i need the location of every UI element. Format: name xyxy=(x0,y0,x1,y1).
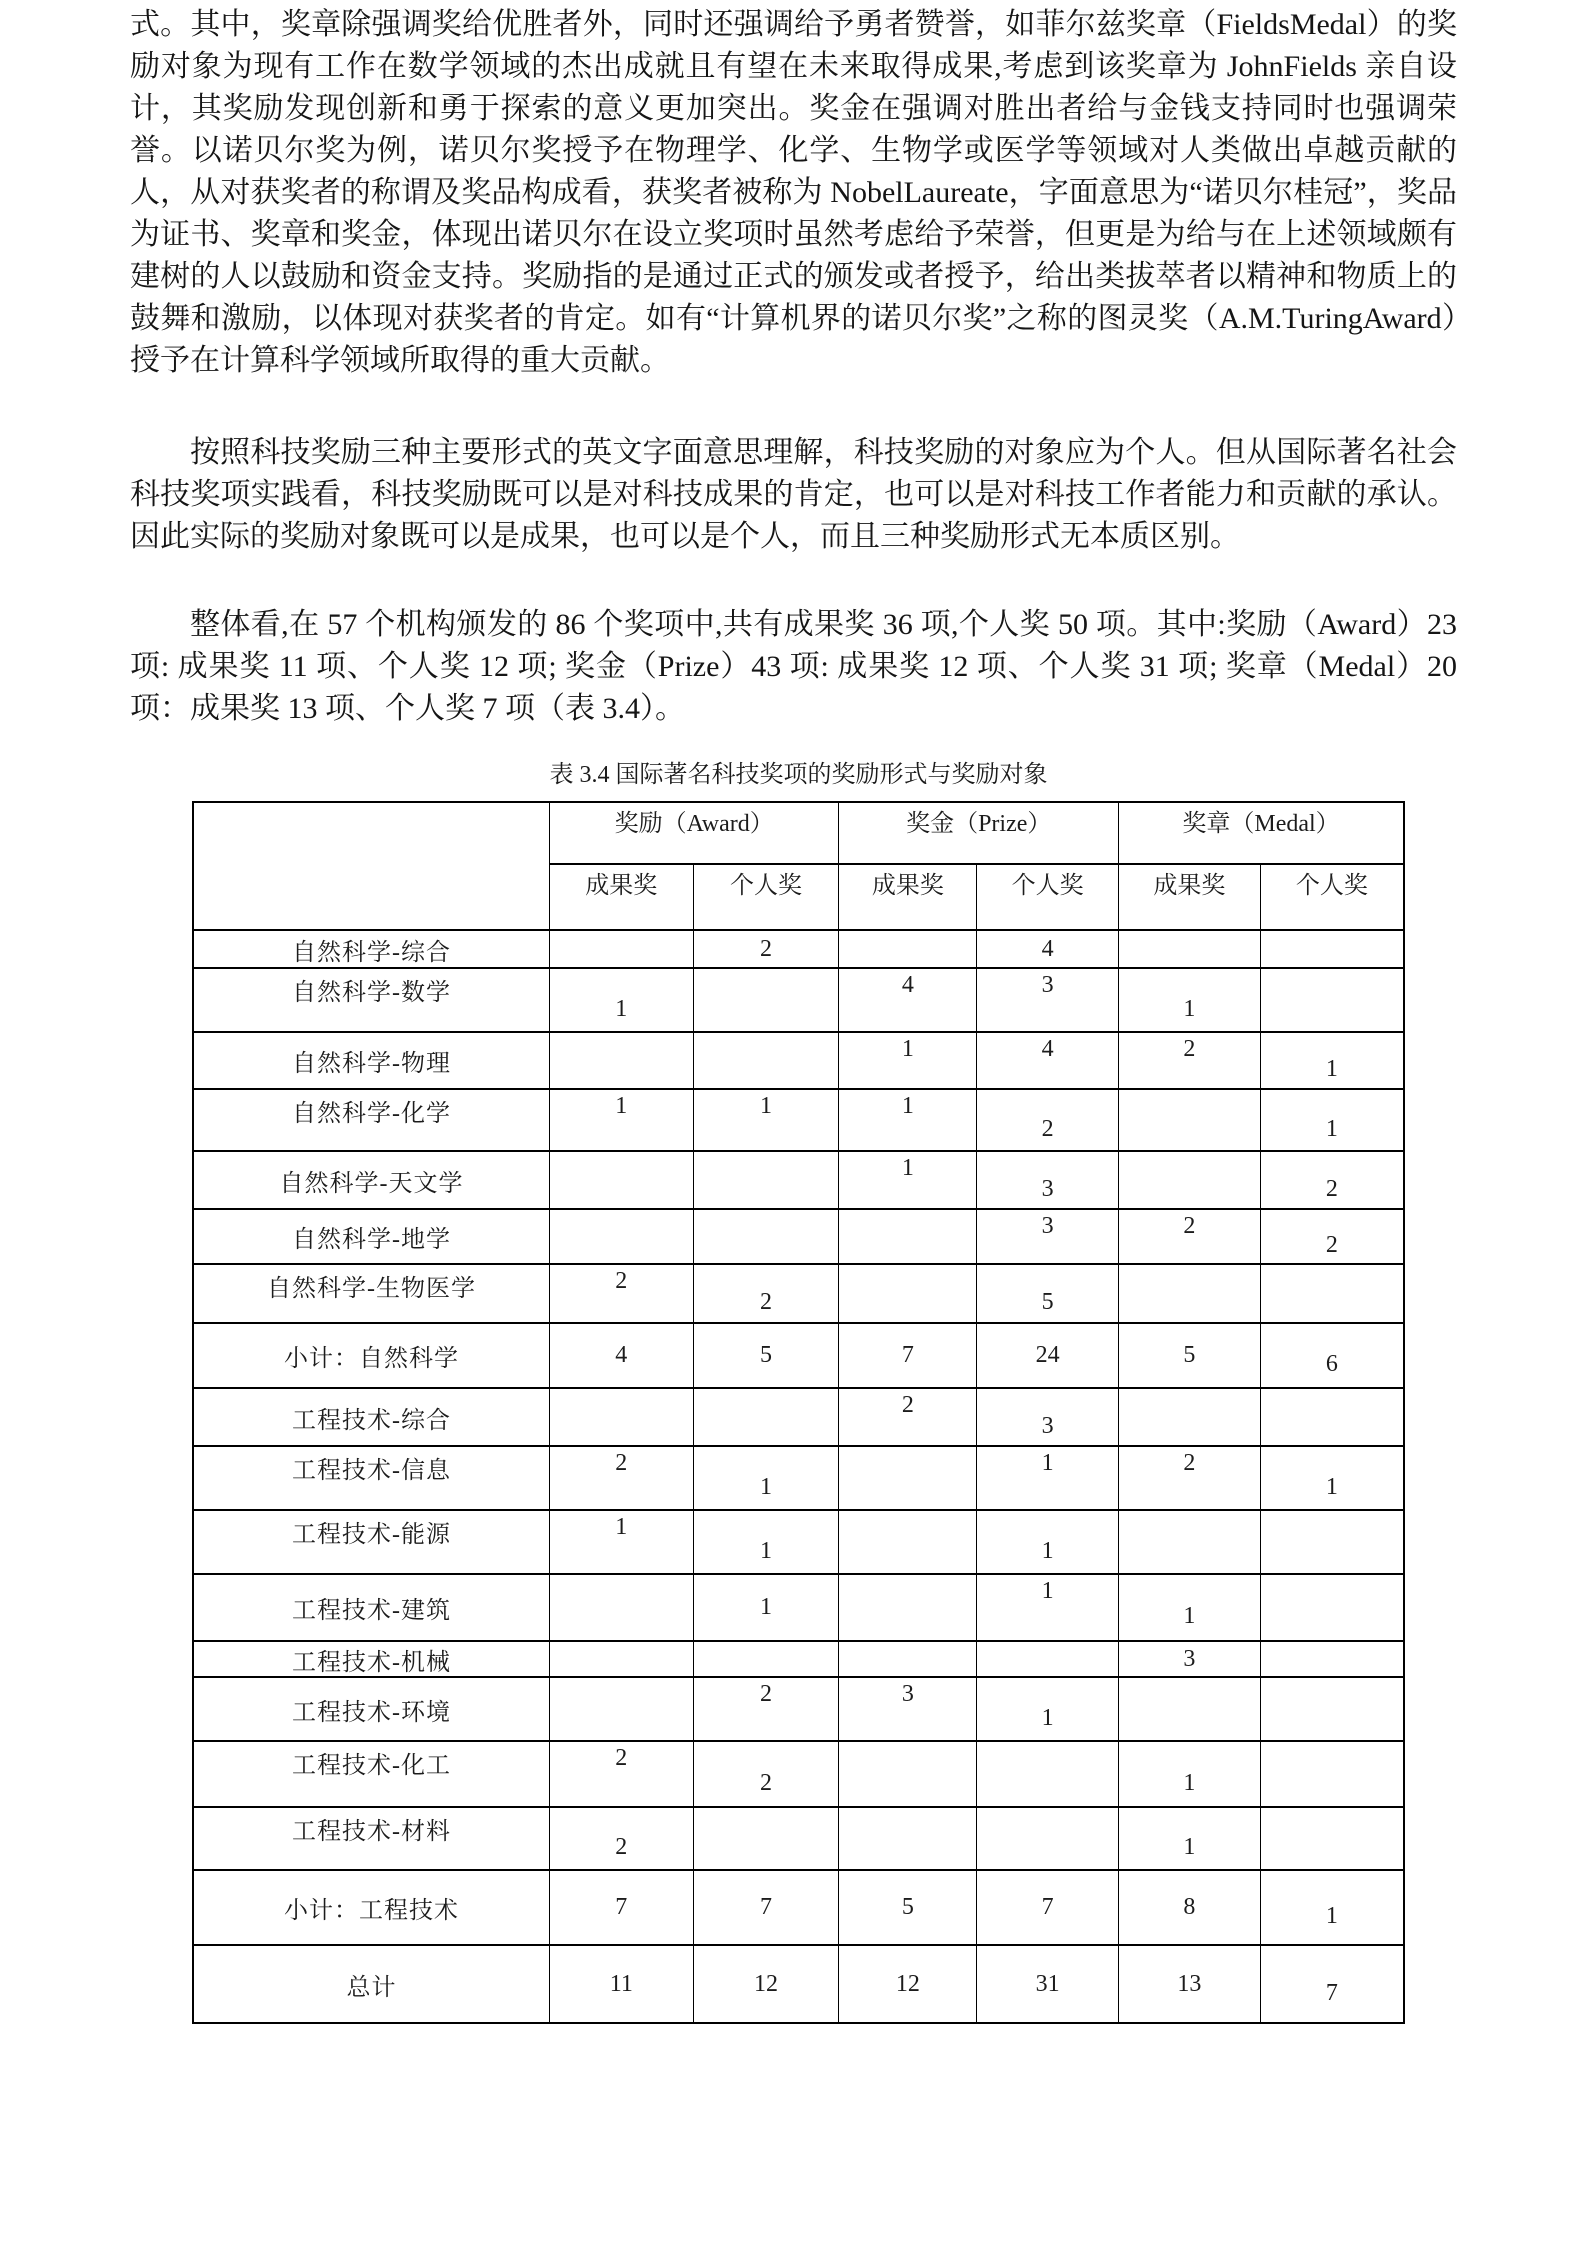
value-cell: 5 xyxy=(977,1264,1119,1323)
value-cell: 2 xyxy=(839,1388,977,1446)
value-cell xyxy=(693,1151,839,1209)
value-cell xyxy=(1260,1641,1404,1677)
value-cell xyxy=(1119,1151,1261,1209)
value-cell xyxy=(839,930,977,968)
corner-cell xyxy=(193,802,549,930)
value-cell: 1 xyxy=(839,1151,977,1209)
value-cell: 2 xyxy=(549,1264,693,1323)
row-label-cell: 工程技术-能源 xyxy=(193,1510,549,1574)
value-cell: 1 xyxy=(1119,1574,1261,1641)
value-cell xyxy=(1260,1741,1404,1807)
value-cell: 1 xyxy=(549,968,693,1032)
value-cell: 1 xyxy=(549,1510,693,1574)
sub-header-award-achievement: 成果奖 xyxy=(549,864,693,930)
table-row xyxy=(193,1388,1404,1446)
table-row xyxy=(193,930,1404,968)
value-cell: 1 xyxy=(839,1032,977,1089)
row-label-cell: 工程技术-材料 xyxy=(193,1807,549,1870)
value-cell: 2 xyxy=(693,1264,839,1323)
value-cell: 4 xyxy=(549,1323,693,1388)
value-cell xyxy=(693,1388,839,1446)
value-cell: 5 xyxy=(693,1323,839,1388)
value-cell xyxy=(977,1741,1119,1807)
value-cell: 1 xyxy=(839,1089,977,1151)
sub-header-medal-achievement: 成果奖 xyxy=(1119,864,1261,930)
value-cell xyxy=(1119,1264,1261,1323)
row-label-cell: 工程技术-综合 xyxy=(193,1388,549,1446)
value-cell: 1 xyxy=(693,1446,839,1510)
value-cell: 2 xyxy=(977,1089,1119,1151)
value-cell xyxy=(977,1641,1119,1677)
table-row xyxy=(193,1209,1404,1264)
row-label-cell: 自然科学-地学 xyxy=(193,1209,549,1264)
value-cell xyxy=(549,1677,693,1741)
value-cell: 24 xyxy=(977,1323,1119,1388)
row-label-cell: 工程技术-信息 xyxy=(193,1446,549,1510)
value-cell xyxy=(549,1574,693,1641)
value-cell xyxy=(549,1641,693,1677)
group-header-prize: 奖金（Prize） xyxy=(839,802,1119,864)
value-cell: 3 xyxy=(839,1677,977,1741)
value-cell xyxy=(1260,1807,1404,1870)
value-cell: 4 xyxy=(839,968,977,1032)
row-label-cell: 工程技术-化工 xyxy=(193,1741,549,1807)
group-header-medal: 奖章（Medal） xyxy=(1119,802,1404,864)
table-row xyxy=(193,1323,1404,1388)
value-cell: 3 xyxy=(977,1388,1119,1446)
sub-header-medal-individual: 个人奖 xyxy=(1260,864,1404,930)
table-row xyxy=(193,1574,1404,1641)
value-cell: 1 xyxy=(977,1446,1119,1510)
value-cell: 1 xyxy=(1260,1870,1404,1945)
value-cell xyxy=(1260,968,1404,1032)
value-cell: 2 xyxy=(1119,1446,1261,1510)
paragraph-3: 整体看,在 57 个机构颁发的 86 个奖项中,共有成果奖 36 项,个人奖 50 项。其中:奖励（Award）23 项: 成果奖 11 项、个人奖 12 项; 奖金（Prize）43 项: 成果奖 12 项、个人奖 31 项; 奖章（Medal）20 项：成果奖 13 项、个人奖 7 项（表 3.4）。 xyxy=(130,608,1457,725)
table-row xyxy=(193,1264,1404,1323)
row-label-cell: 工程技术-建筑 xyxy=(193,1574,549,1641)
value-cell: 3 xyxy=(977,968,1119,1032)
value-cell: 3 xyxy=(977,1209,1119,1264)
value-cell xyxy=(549,1388,693,1446)
row-label-cell: 小计：自然科学 xyxy=(193,1323,549,1388)
value-cell: 2 xyxy=(693,1677,839,1741)
value-cell xyxy=(693,1032,839,1089)
value-cell: 1 xyxy=(1119,968,1261,1032)
header-group-row xyxy=(193,802,1404,864)
value-cell: 11 xyxy=(549,1945,693,2023)
paragraph-2: 按照科技奖励三种主要形式的英文字面意思理解，科技奖励的对象应为个人。但从国际著名社会科技奖项实践看，科技奖励既可以是对科技成果的肯定，也可以是对科技工作者能力和贡献的承认。因此实际的奖励对象既可以是成果，也可以是个人，而且三种奖励形式无本质区别。 xyxy=(130,436,1457,553)
value-cell xyxy=(1260,1574,1404,1641)
value-cell: 2 xyxy=(693,930,839,968)
value-cell xyxy=(977,1807,1119,1870)
value-cell: 1 xyxy=(977,1677,1119,1741)
value-cell xyxy=(549,1151,693,1209)
value-cell xyxy=(1119,1388,1261,1446)
value-cell xyxy=(1119,1677,1261,1741)
value-cell: 4 xyxy=(977,930,1119,968)
value-cell: 7 xyxy=(549,1870,693,1945)
value-cell: 1 xyxy=(1260,1032,1404,1089)
group-header-award: 奖励（Award） xyxy=(549,802,839,864)
value-cell xyxy=(839,1264,977,1323)
awards-table xyxy=(192,801,1405,2024)
value-cell: 2 xyxy=(1260,1151,1404,1209)
value-cell: 2 xyxy=(549,1446,693,1510)
value-cell: 1 xyxy=(1119,1807,1261,1870)
value-cell xyxy=(693,1641,839,1677)
value-cell: 3 xyxy=(1119,1641,1261,1677)
value-cell xyxy=(693,968,839,1032)
value-cell xyxy=(693,1209,839,1264)
row-label-cell: 自然科学-物理 xyxy=(193,1032,549,1089)
value-cell xyxy=(1260,1510,1404,1574)
table-row xyxy=(193,1741,1404,1807)
value-cell: 3 xyxy=(977,1151,1119,1209)
sub-header-prize-achievement: 成果奖 xyxy=(839,864,977,930)
value-cell: 7 xyxy=(839,1323,977,1388)
value-cell: 8 xyxy=(1119,1870,1261,1945)
value-cell xyxy=(693,1807,839,1870)
value-cell xyxy=(1119,1510,1261,1574)
row-label-cell: 工程技术-环境 xyxy=(193,1677,549,1741)
value-cell: 4 xyxy=(977,1032,1119,1089)
value-cell: 2 xyxy=(549,1741,693,1807)
value-cell: 1 xyxy=(1119,1741,1261,1807)
value-cell: 1 xyxy=(693,1089,839,1151)
table-row xyxy=(193,1446,1404,1510)
row-label-cell: 自然科学-天文学 xyxy=(193,1151,549,1209)
row-label-cell: 自然科学-数学 xyxy=(193,968,549,1032)
value-cell xyxy=(839,1209,977,1264)
paragraph-1: 式。其中，奖章除强调奖给优胜者外，同时还强调给予勇者赞誉，如菲尔兹奖章（FieldsMedal）的奖励对象为现有工作在数学领域的杰出成就且有望在未来取得成果,考虑到该奖章为 JohnFields 亲自设计，其奖励发现创新和勇于探索的意义更加突出。奖金在强调对胜出者给与金钱支持同时也强调荣誉。以诺贝尔奖为例，诺贝尔奖授予在物理学、化学、生物学或医学等领域对人类做出卓越贡献的人，从对获奖者的称谓及奖品构成看，获奖者被称为 NobelLaureate，字面意思为“诺贝尔桂冠”，奖品为证书、奖章和奖金，体现出诺贝尔在设立奖项时虽然考虑给予荣誉，但更是为给与在上述领域颇有建树的人以鼓励和资金支持。奖励指的是通过正式的颁发或者授予，给出类拔萃者以精神和物质上的鼓舞和激励，以体现对获奖者的肯定。如有“计算机界的诺贝尔奖”之称的图灵奖（A.M.TuringAward）授予在计算科学领域所取得的重大贡献。 xyxy=(130,8,1457,377)
row-label-cell: 自然科学-综合 xyxy=(193,930,549,968)
value-cell xyxy=(1260,1264,1404,1323)
value-cell: 12 xyxy=(693,1945,839,2023)
value-cell xyxy=(549,1209,693,1264)
row-label-cell: 工程技术-机械 xyxy=(193,1641,549,1677)
value-cell: 1 xyxy=(977,1510,1119,1574)
value-cell xyxy=(839,1641,977,1677)
value-cell: 6 xyxy=(1260,1323,1404,1388)
value-cell xyxy=(839,1446,977,1510)
row-label-cell: 自然科学-生物医学 xyxy=(193,1264,549,1323)
value-cell xyxy=(839,1574,977,1641)
value-cell xyxy=(1260,1388,1404,1446)
value-cell xyxy=(1119,1089,1261,1151)
value-cell: 13 xyxy=(1119,1945,1261,2023)
value-cell xyxy=(549,930,693,968)
value-cell xyxy=(839,1741,977,1807)
value-cell xyxy=(839,1510,977,1574)
value-cell: 2 xyxy=(1260,1209,1404,1264)
value-cell: 7 xyxy=(693,1870,839,1945)
row-label-cell: 自然科学-化学 xyxy=(193,1089,549,1151)
value-cell: 12 xyxy=(839,1945,977,2023)
value-cell xyxy=(1260,930,1404,968)
row-label-cell: 总计 xyxy=(193,1945,549,2023)
table-row xyxy=(193,1945,1404,2023)
value-cell: 7 xyxy=(977,1870,1119,1945)
value-cell: 2 xyxy=(549,1807,693,1870)
value-cell: 1 xyxy=(1260,1446,1404,1510)
table-row xyxy=(193,1151,1404,1209)
table-row xyxy=(193,1032,1404,1089)
value-cell: 5 xyxy=(1119,1323,1261,1388)
value-cell: 7 xyxy=(1260,1945,1404,2023)
value-cell xyxy=(1119,930,1261,968)
awards-table-body xyxy=(193,930,1404,2023)
table-caption: 表 3.4 国际著名科技奖项的奖励形式与奖励对象 xyxy=(549,762,1048,788)
value-cell: 2 xyxy=(1119,1209,1261,1264)
table-row xyxy=(193,1807,1404,1870)
value-cell: 2 xyxy=(1119,1032,1261,1089)
sub-header-prize-individual: 个人奖 xyxy=(977,864,1119,930)
table-row xyxy=(193,968,1404,1032)
value-cell xyxy=(1260,1677,1404,1741)
value-cell xyxy=(549,1032,693,1089)
sub-header-award-individual: 个人奖 xyxy=(693,864,839,930)
table-row xyxy=(193,1089,1404,1151)
value-cell: 31 xyxy=(977,1945,1119,2023)
text-block xyxy=(130,4,1457,2024)
table-row xyxy=(193,1870,1404,1945)
value-cell: 1 xyxy=(977,1574,1119,1641)
row-label-cell: 小计：工程技术 xyxy=(193,1870,549,1945)
value-cell: 1 xyxy=(549,1089,693,1151)
value-cell: 1 xyxy=(693,1574,839,1641)
value-cell: 2 xyxy=(693,1741,839,1807)
table-row xyxy=(193,1677,1404,1741)
value-cell xyxy=(839,1807,977,1870)
value-cell: 1 xyxy=(693,1510,839,1574)
table-row xyxy=(193,1510,1404,1574)
value-cell: 5 xyxy=(839,1870,977,1945)
value-cell: 1 xyxy=(1260,1089,1404,1151)
